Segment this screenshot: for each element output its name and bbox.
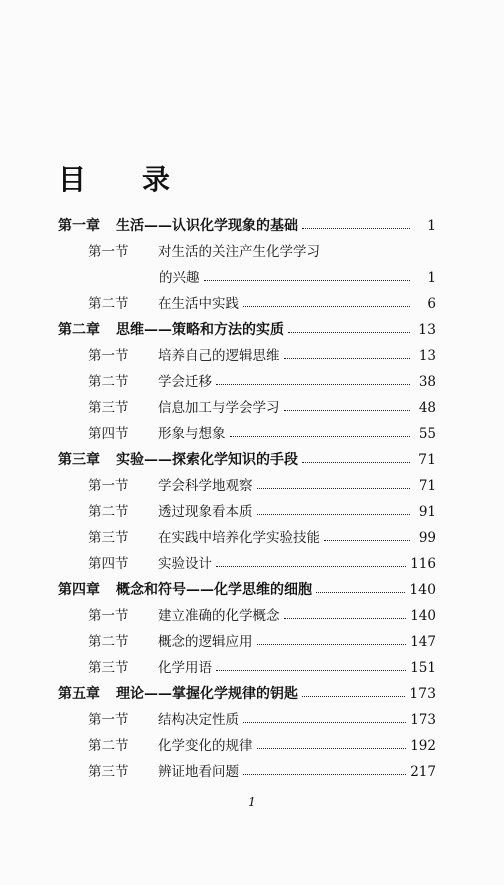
- section-label: 第三节: [88, 660, 129, 676]
- toc-page-number: 13: [418, 322, 436, 338]
- toc-page-number: 6: [427, 296, 436, 312]
- toc-section-row: [58, 369, 436, 395]
- dot-leader: [243, 759, 406, 785]
- toc-page-number: 173: [410, 712, 436, 728]
- section-label: 第三节: [88, 400, 129, 416]
- section-title: 建立准确的化学概念: [158, 608, 280, 624]
- section-title: 结构决定性质: [158, 712, 239, 728]
- toc-section-row: [58, 421, 436, 447]
- dot-leader: [284, 395, 411, 421]
- dot-leader: [216, 369, 410, 395]
- toc-chapter-row: [58, 681, 436, 707]
- chapter-label: 第三章: [58, 452, 100, 468]
- toc-page-number: 140: [409, 582, 436, 598]
- toc-section-row: [58, 759, 436, 785]
- section-title: 在实践中培养化学实验技能: [158, 530, 320, 546]
- toc-page-number: 55: [418, 426, 436, 442]
- dot-leader: [230, 421, 411, 447]
- dot-leader: [316, 577, 405, 603]
- toc-page-number: 116: [410, 556, 436, 572]
- section-label: 第一节: [88, 478, 129, 494]
- toc-section-row: [58, 603, 436, 629]
- toc-page-number: 217: [410, 764, 436, 780]
- section-title: 在生活中实践: [158, 296, 239, 312]
- dot-leader: [243, 707, 406, 733]
- toc-list: [58, 213, 436, 785]
- section-label: 第三节: [88, 530, 129, 546]
- toc-page-number: 99: [418, 530, 436, 546]
- section-title: 透过现象看本质: [158, 504, 253, 520]
- chapter-title: 生活——认识化学现象的基础: [116, 218, 298, 234]
- toc-page-number: 71: [418, 452, 436, 468]
- toc-section-row: [58, 707, 436, 733]
- section-title: 化学变化的规律: [158, 738, 253, 754]
- toc-chapter-row: [58, 213, 436, 239]
- section-label: 第一节: [88, 712, 129, 728]
- toc-page-number: 1: [427, 218, 436, 234]
- dot-leader: [216, 551, 406, 577]
- toc-page-number: 192: [410, 738, 436, 754]
- dot-leader: [302, 213, 410, 239]
- toc-page-number: 71: [418, 478, 436, 494]
- toc-section-row: [58, 239, 436, 265]
- toc-page-number: 173: [409, 686, 436, 702]
- toc-page-number: 48: [418, 400, 436, 416]
- section-label: 第四节: [88, 426, 129, 442]
- toc-page-number: 140: [410, 608, 436, 624]
- toc-continuation-row: [58, 265, 436, 291]
- page-title: 目录: [58, 163, 227, 196]
- section-title: 实验设计: [158, 556, 212, 572]
- section-title: 学会科学地观察: [158, 478, 253, 494]
- dot-leader: [257, 473, 411, 499]
- chapter-label: 第一章: [58, 218, 100, 234]
- section-title: 信息加工与学会学习: [158, 400, 280, 416]
- toc-chapter-row: [58, 317, 436, 343]
- chapter-title: 实验——探索化学知识的手段: [116, 452, 298, 468]
- dot-leader: [324, 525, 410, 551]
- dot-leader: [288, 317, 410, 343]
- toc-page-number: 151: [410, 660, 436, 676]
- dot-leader: [216, 655, 406, 681]
- toc-page-number: 91: [418, 504, 436, 520]
- toc-chapter-row: [58, 577, 436, 603]
- toc-section-row: [58, 551, 436, 577]
- section-label: 第一节: [88, 348, 129, 364]
- section-title: 概念的逻辑应用: [158, 634, 253, 650]
- chapter-label: 第四章: [58, 582, 100, 598]
- section-title: 的兴趣: [159, 270, 200, 286]
- chapter-label: 第五章: [58, 686, 100, 702]
- dot-leader: [257, 733, 407, 759]
- dot-leader: [257, 629, 407, 655]
- toc-section-row: [58, 629, 436, 655]
- toc-section-row: [58, 343, 436, 369]
- section-label: 第四节: [88, 556, 129, 572]
- section-label: 第一节: [88, 244, 129, 260]
- section-title: 辨证地看问题: [158, 764, 239, 780]
- dot-leader: [302, 447, 410, 473]
- chapter-title: 概念和符号——化学思维的细胞: [116, 582, 312, 598]
- toc-section-row: [58, 291, 436, 317]
- page-number: 1: [248, 795, 256, 809]
- toc-page-number: 38: [418, 374, 436, 390]
- dot-leader: [204, 265, 411, 291]
- dot-leader: [243, 291, 410, 317]
- section-title: 化学用语: [158, 660, 212, 676]
- toc-page-number: 147: [410, 634, 436, 650]
- toc-page-number: 1: [427, 270, 436, 286]
- toc-page-number: 13: [418, 348, 436, 364]
- section-title: 学会迁移: [158, 374, 212, 390]
- section-label: 第一节: [88, 608, 129, 624]
- chapter-label: 第二章: [58, 322, 100, 338]
- dot-leader: [284, 603, 407, 629]
- toc-section-row: [58, 525, 436, 551]
- chapter-title: 理论——掌握化学规律的钥匙: [116, 686, 298, 702]
- section-title: 培养自己的逻辑思维: [158, 348, 280, 364]
- toc-chapter-row: [58, 447, 436, 473]
- dot-leader: [284, 343, 411, 369]
- section-label: 第二节: [88, 738, 129, 754]
- section-label: 第二节: [88, 374, 129, 390]
- dot-leader: [302, 681, 405, 707]
- section-label: 第二节: [88, 634, 129, 650]
- toc-section-row: [58, 733, 436, 759]
- toc-section-row: [58, 395, 436, 421]
- toc-section-row: [58, 473, 436, 499]
- section-label: 第二节: [88, 296, 129, 312]
- dot-leader: [257, 499, 411, 525]
- toc-section-row: [58, 499, 436, 525]
- chapter-title: 思维——策略和方法的实质: [116, 322, 284, 338]
- section-title: 形象与想象: [158, 426, 226, 442]
- section-label: 第二节: [88, 504, 129, 520]
- section-label: 第三节: [88, 764, 129, 780]
- section-title: 对生活的关注产生化学学习: [158, 244, 320, 260]
- toc-section-row: [58, 655, 436, 681]
